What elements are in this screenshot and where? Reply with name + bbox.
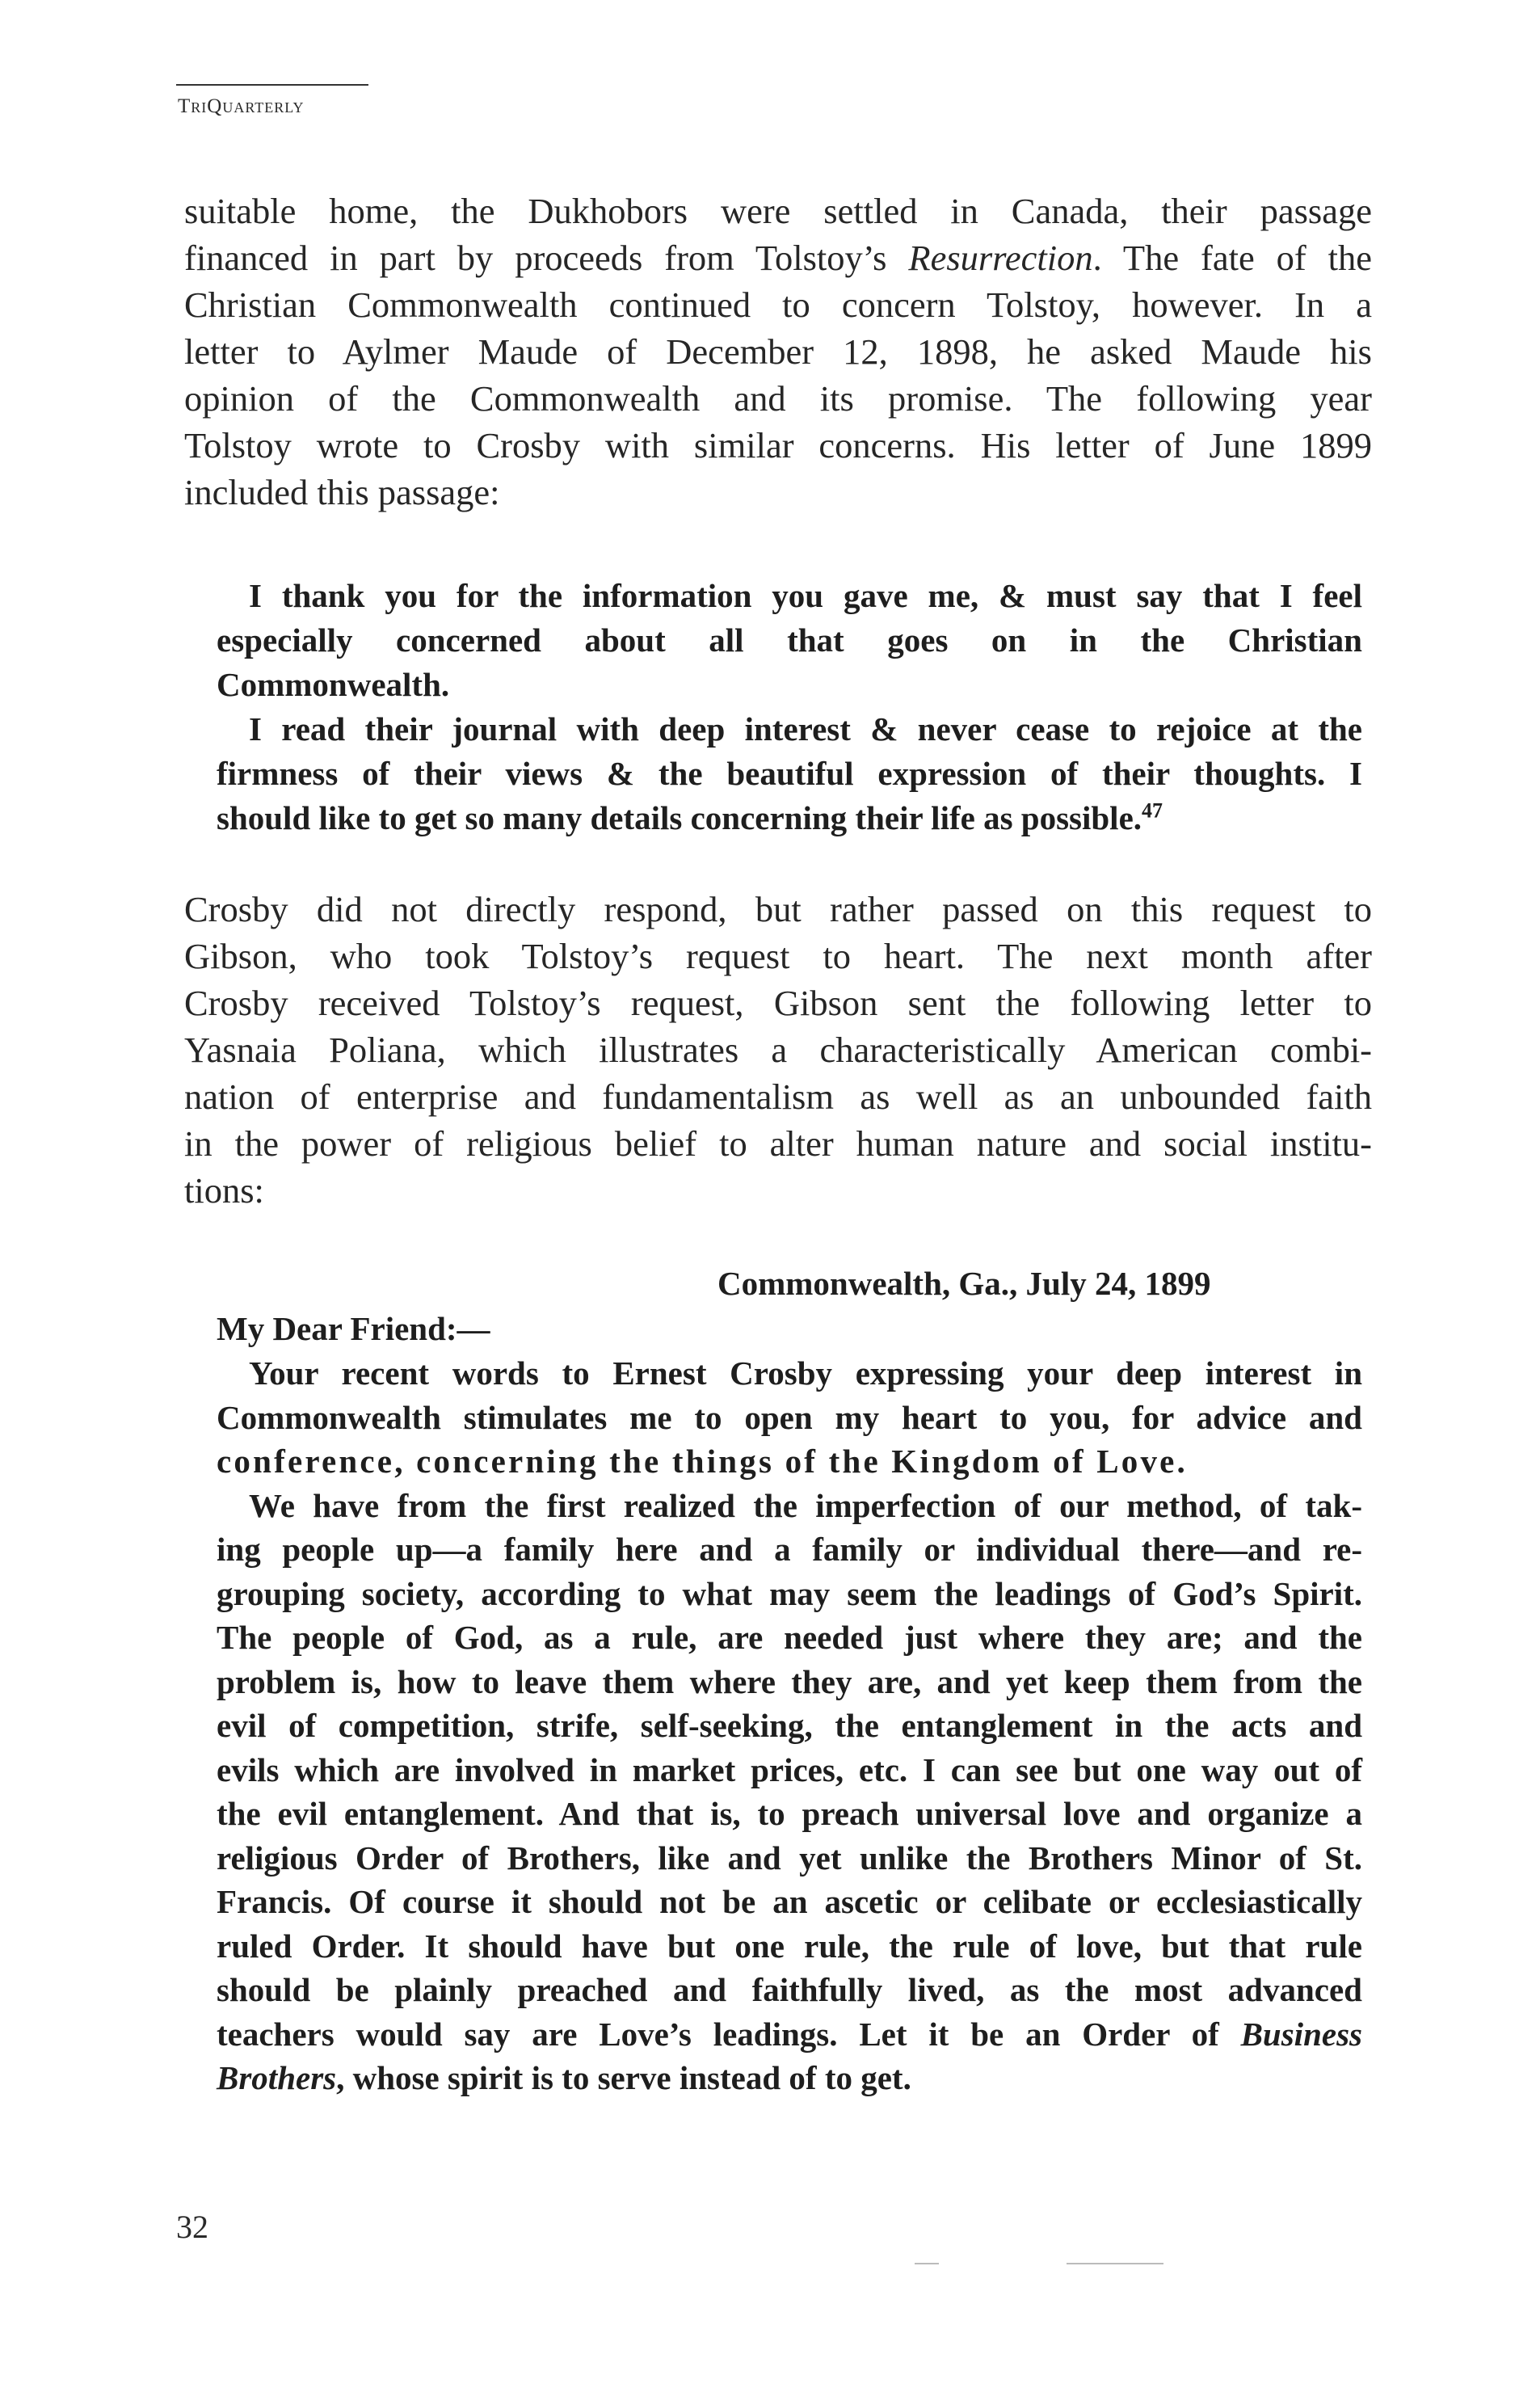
- paragraph-2: [184, 886, 1372, 1214]
- letter-line: evils which are involved in market prices, etc. I can see but one way out of: [217, 1750, 1362, 1788]
- tolstoy-quote: [217, 574, 1362, 840]
- letter-line: ruled Order. It should have but one rule, the rule of love, but that rule: [217, 1927, 1362, 1965]
- letter-line: evil of competition, strife, self-seeking, the entanglement in the acts and: [217, 1707, 1362, 1744]
- letter-line: Your recent words to Ernest Crosby expressing your deep interest in: [249, 1354, 1362, 1392]
- quote-line: [217, 796, 1362, 840]
- line-text: teachers would say are Love’s leadings. Let it be an Order of: [217, 2015, 1241, 2053]
- letter-salutation: My Dear Friend:—: [217, 1310, 490, 1347]
- quote-line: especially concerned about all that goes on in the Christian: [217, 621, 1362, 659]
- letter-line: Commonwealth stimulates me to open my heart to you, for advice and: [217, 1398, 1362, 1436]
- letter-line: conference, concerning the things of the Kingdom of Love.: [217, 1443, 1188, 1480]
- paragraph-1-line: suitable home, the Dukhobors were settled in Canada, their passage: [184, 191, 1372, 231]
- paragraph-1-line: Tolstoy wrote to Crosby with similar concerns. His letter of June 1899: [184, 425, 1372, 465]
- letter-line: the evil entanglement. And that is, to preach universal love and organize a: [217, 1795, 1362, 1832]
- letter-line: We have from the first realized the imperfection of our method, of tak-: [249, 1486, 1362, 1524]
- line-text: , whose spirit is to serve instead of to get.: [336, 2059, 911, 2096]
- footnote-marker: 47: [1142, 798, 1163, 823]
- paragraph-1-line: opinion of the Commonwealth and its promise. The following year: [184, 378, 1372, 419]
- paragraph-2-line: nation of enterprise and fundamentalism as well as an unbounded faith: [184, 1076, 1372, 1117]
- paragraph-2-line: in the power of religious belief to alter human nature and social institu-: [184, 1123, 1372, 1164]
- letter-line: should be plainly preached and faithfully lived, as the most advanced: [217, 1971, 1362, 2008]
- paragraph-1-line: Christian Commonwealth continued to concern Tolstoy, however. In a: [184, 284, 1372, 325]
- quote-line: I read their journal with deep interest & never cease to rejoice at the: [249, 710, 1362, 748]
- scan-smudge: [1067, 2263, 1163, 2264]
- book-title-resurrection: Resurrection: [908, 238, 1093, 278]
- paragraph-2-line: Yasnaia Poliana, which illustrates a characteristically American combi-: [184, 1030, 1372, 1070]
- quote-line: Commonwealth.: [217, 666, 450, 703]
- paragraph-2-line: tions:: [184, 1170, 264, 1211]
- quote-line: I thank you for the information you gave me, & must say that I feel: [249, 577, 1362, 614]
- letter-line: problem is, how to leave them where they are, and yet keep them from the: [217, 1662, 1362, 1700]
- letter-line: Francis. Of course it should not be an ascetic or celibate or ecclesiastically: [217, 1883, 1362, 1920]
- paragraph-1-line: included this passage:: [184, 472, 500, 512]
- letter-line: ing people up—a family here and a family or individual there—and re-: [217, 1531, 1362, 1568]
- paragraph-2-line: Crosby received Tolstoy’s request, Gibson sent the following letter to: [184, 983, 1372, 1023]
- scan-smudge: [915, 2263, 939, 2264]
- paragraph-2-line: Crosby did not directly respond, but rather passed on this request to: [184, 889, 1372, 929]
- letter-line: grouping society, according to what may seem the leadings of God’s Spirit.: [217, 1574, 1362, 1612]
- line-text: financed in part by proceeds from Tolstoy’s: [184, 238, 909, 278]
- quote-line: firmness of their views & the beautiful expression of their thoughts. I: [217, 755, 1362, 792]
- letter-line: religious Order of Brothers, like and yet unlike the Brothers Minor of St.: [217, 1839, 1362, 1877]
- letter-body: [217, 1351, 1362, 2100]
- line-text: . The fate of the: [1092, 238, 1373, 278]
- page-number: 32: [176, 2209, 208, 2245]
- letter-line: [217, 2056, 1362, 2100]
- paragraph-2-line: Gibson, who took Tolstoy’s request to heart. The next month after: [184, 936, 1372, 976]
- letter-dateline: Commonwealth, Ga., July 24, 1899: [717, 1265, 1211, 1302]
- paragraph-1-line: letter to Aylmer Maude of December 12, 1898, he asked Maude his: [184, 331, 1372, 372]
- italic-phrase: Business: [1240, 2015, 1362, 2053]
- paragraph-1-line: [184, 234, 1372, 281]
- header-rule: [176, 84, 368, 86]
- paragraph-1: [184, 187, 1372, 516]
- letter-line: [217, 2012, 1362, 2057]
- letter-line: The people of God, as a rule, are needed just where they are; and the: [217, 1619, 1362, 1656]
- line-text: should like to get so many details concerning their life as possible.: [217, 799, 1142, 836]
- running-head: TriQuarterly: [178, 95, 305, 117]
- italic-phrase: Brothers: [217, 2059, 337, 2096]
